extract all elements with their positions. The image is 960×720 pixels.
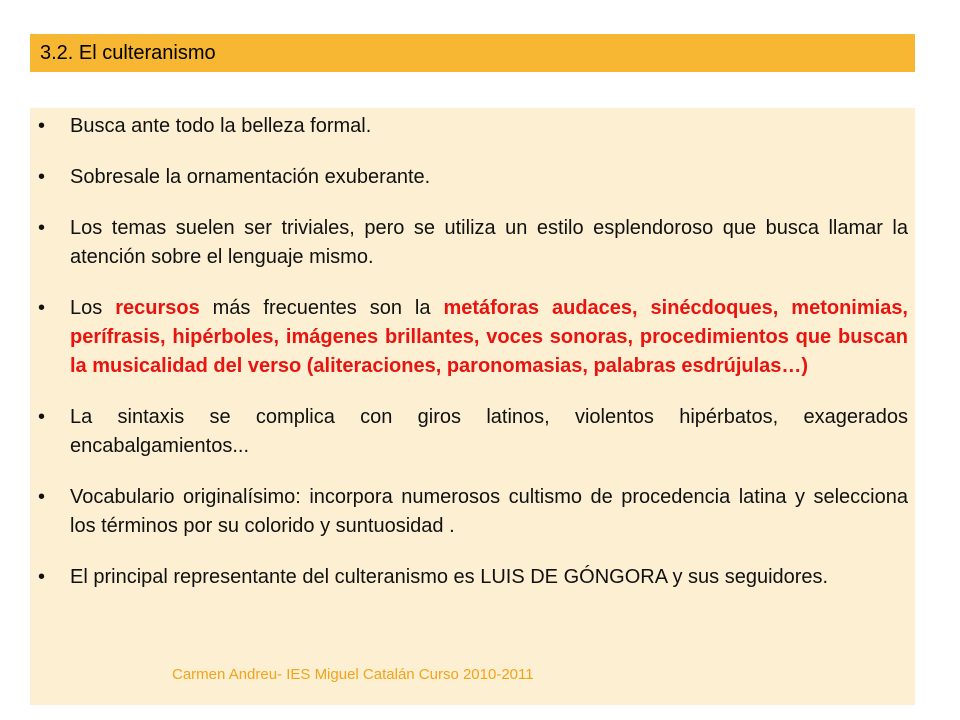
bullet-text-highlight: metáforas audaces, sinécdoques, metonimias, perífrasis, hipérboles, imágenes brillantes, voces sonoras, procedimientos que buscan la musicalidad del verso (aliteraciones, paronomasias, palabras esdrújulas…) [70, 297, 908, 377]
bullet-dot: • [38, 566, 46, 588]
bullet-dot: • [38, 297, 46, 319]
bullet-item [38, 294, 908, 381]
bullet-list [38, 112, 908, 614]
bullet-item [38, 403, 908, 461]
bullet-text: El principal representante del culteranismo es LUIS DE GÓNGORA y sus seguidores. [70, 566, 829, 588]
bullet-dot: • [38, 217, 46, 239]
bullet-item [38, 163, 908, 192]
bullet-text-highlight: recursos [115, 297, 200, 319]
bullet-text-plain: más frecuentes son la [199, 297, 444, 319]
slide-footer: Carmen Andreu- IES Miguel Catalán Curso 2010-2011 [172, 666, 534, 683]
bullet-item [38, 112, 908, 141]
slide-title-bar [30, 34, 915, 72]
bullet-dot: • [38, 406, 46, 428]
bullet-dot: • [38, 115, 46, 137]
bullet-dot: • [38, 486, 46, 508]
bullet-item [38, 563, 908, 592]
bullet-item [38, 214, 908, 272]
bullet-text: Busca ante todo la belleza formal. [70, 115, 372, 137]
bullet-text: Sobresale la ornamentación exuberante. [70, 166, 431, 188]
bullet-dot: • [38, 166, 46, 188]
bullet-text: Vocabulario originalísimo: incorpora numerosos cultismo de procedencia latina y selecciona los términos por su colorido y suntuosidad . [70, 486, 908, 537]
bullet-text: Los temas suelen ser triviales, pero se utiliza un estilo esplendoroso que busca llamar la atención sobre el lenguaje mismo. [70, 217, 908, 268]
bullet-item [38, 483, 908, 541]
bullet-text-plain: Los [70, 297, 116, 319]
slide-title: 3.2. El culteranismo [40, 41, 216, 64]
bullet-text: La sintaxis se complica con giros latinos, violentos hipérbatos, exagerados encabalgamientos... [70, 406, 908, 457]
